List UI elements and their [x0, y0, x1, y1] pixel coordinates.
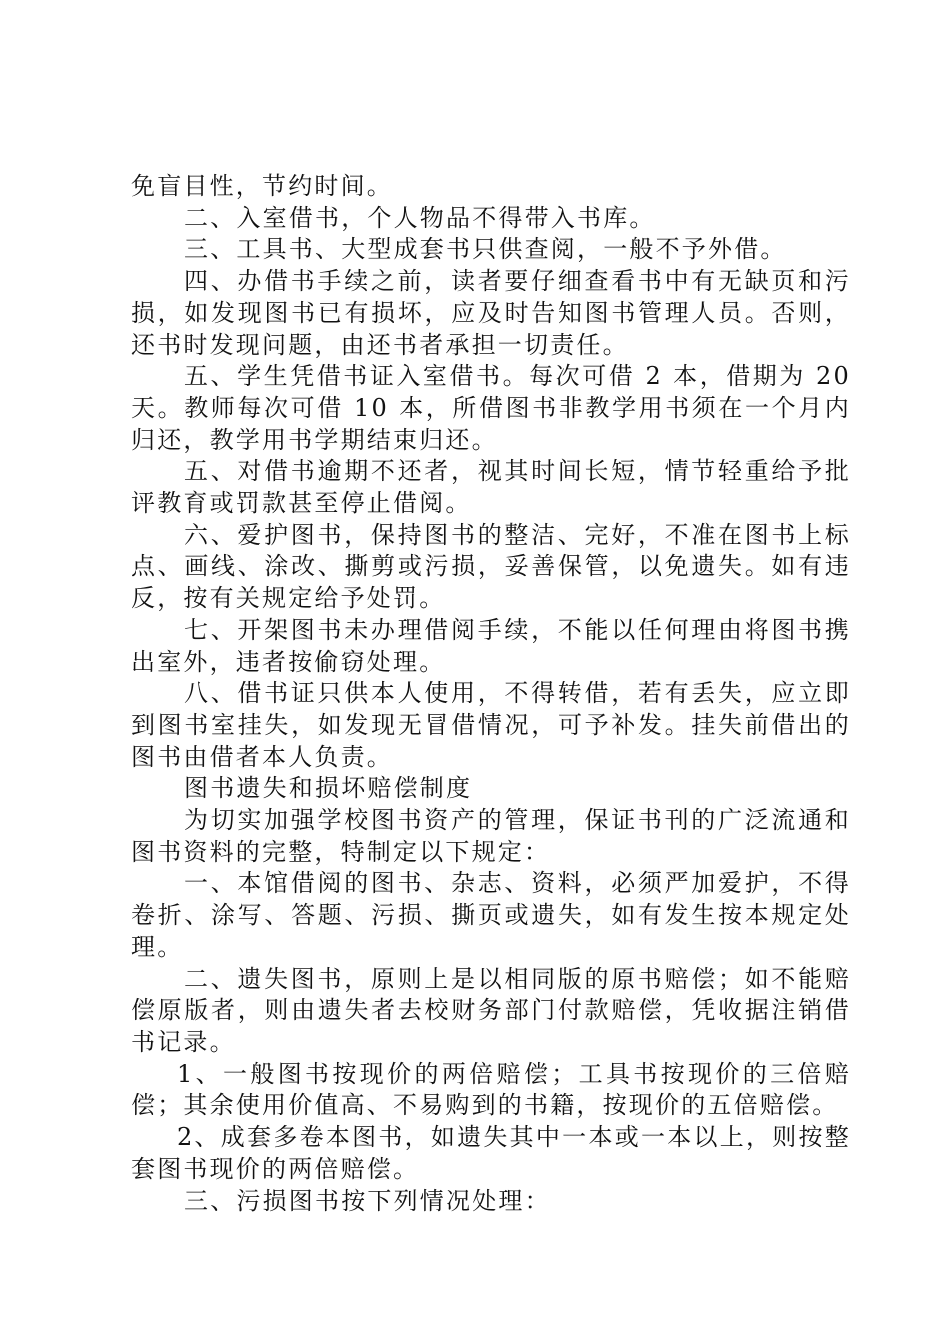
rule-item-2: 二、入室借书，个人物品不得带入书库。 — [184, 203, 656, 232]
rule-item-7: 七、开架图书未办理借阅手续，不能以任何理由将图书携出室外，违者按偷窃处理。 — [131, 615, 851, 676]
compensation-item-3: 三、污损图书按下列情况处理： — [184, 1186, 551, 1215]
rule-item-3: 三、工具书、大型成套书只供查阅，一般不予外借。 — [184, 235, 787, 264]
rule-item-5: 五、学生凭借书证入室借书。每次可借 2 本，借期为 20 天。教师每次可借 10 本，所借图书非教学用书须在一个月内归还，教学用书学期结束归还。 — [131, 362, 851, 454]
rule-item-4: 四、办借书手续之前，读者要仔细查看书中有无缺页和污损，如发现图书已有损坏，应及时告知图书管理人员。否则，还书时发现问题，由还书者承担一切责任。 — [131, 267, 851, 359]
rule-item-6: 六、爱护图书，保持图书的整洁、完好，不准在图书上标点、画线、涂改、撕剪或污损，妥善保管，以免遗失。如有违反，按有关规定给予处罚。 — [131, 520, 851, 613]
rule-item-5b: 五、对借书逾期不还者，视其时间长短，情节轻重给予批评教育或罚款甚至停止借阅。 — [131, 457, 851, 518]
section-heading: 图书遗失和损坏赔偿制度 — [184, 774, 473, 803]
compensation-item-1: 一、本馆借阅的图书、杂志、资料，必须严加爱护，不得卷折、涂写、答题、污损、撕页或遗失，如有发生按本规定处理。 — [131, 869, 851, 961]
compensation-item-2: 二、遗失图书，原则上是以相同版的原书赔偿；如不能赔偿原版者，则由遗失者去校财务部门付款赔偿，凭收据注销借书记录。 — [131, 964, 851, 1056]
document-body — [131, 171, 851, 1217]
paragraph-continuation: 免盲目性，节约时间。 — [131, 172, 393, 200]
rule-item-8: 八、借书证只供本人使用，不得转借，若有丢失，应立即到图书室挂失，如发现无冒借情况，可予补发。挂失前借出的图书由借者本人负责。 — [131, 679, 851, 771]
intro-paragraph: 为切实加强学校图书资产的管理，保证书刊的广泛流通和图书资料的完整，特制定以下规定： — [131, 806, 851, 866]
compensation-subitem-2: 2、成套多卷本图书，如遗失其中一本或一本以上，则按整套图书现价的两倍赔偿。 — [131, 1123, 851, 1183]
compensation-subitem-1: 1、一般图书按现价的两倍赔偿；工具书按现价的三倍赔偿；其余使用价值高、不易购到的书籍，按现价的五倍赔偿。 — [131, 1059, 851, 1120]
